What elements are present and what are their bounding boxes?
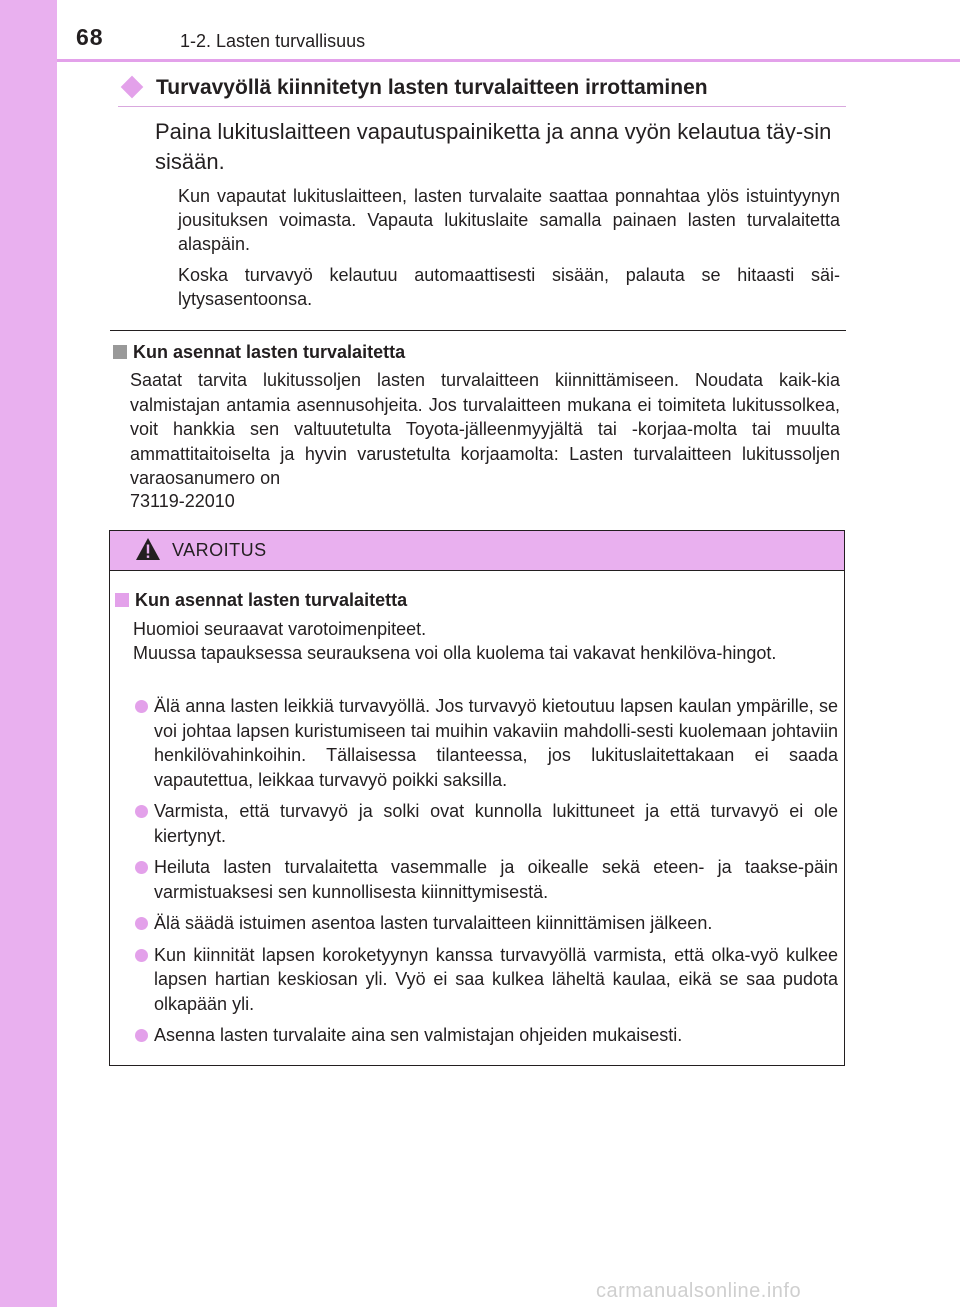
warning-heading-text: Kun asennat lasten turvalaitetta (135, 590, 408, 610)
circle-bullet-icon (135, 917, 148, 930)
part-number: 73119-22010 (130, 491, 235, 511)
section-divider (110, 330, 846, 331)
watermark: carmanualsonline.info (596, 1280, 802, 1302)
subheading (118, 73, 846, 107)
warning-intro-line: Muussa tapauksessa seurauksena voi olla kuolema tai vakavat henkilöva-hingot. (133, 643, 777, 663)
circle-bullet-icon (135, 1029, 148, 1042)
warning-title: VAROITUS (172, 540, 267, 560)
warning-intro-line: Huomioi seuraavat varotoimenpiteet. (133, 619, 427, 639)
sidebar-tab (0, 0, 57, 1307)
warning-box (109, 530, 845, 1066)
header-divider (57, 59, 960, 62)
circle-bullet-icon (135, 861, 148, 874)
warning-bullet-list (135, 694, 838, 1055)
circle-bullet-icon (135, 700, 148, 713)
list-item-text: Asenna lasten turvalaite aina sen valmistajan ohjeiden mukaisesti. (154, 1025, 683, 1045)
page-number: 68 (76, 24, 104, 50)
warning-heading (115, 590, 407, 611)
warning-header (110, 531, 844, 571)
circle-bullet-icon (135, 805, 148, 818)
list-item-text: Heiluta lasten turvalaitetta vasemmalle ja oikealle sekä eteen- ja taakse-päin varmistuaksesi sen kunnollisesta kiinnittymisestä. (154, 857, 838, 902)
note-paragraph: Kun vapautat lukituslaitteen, lasten turvalaite saattaa ponnahtaa ylös istuintyynyn jousituksen voimasta. Vapauta lukituslaite samalla painaen lasten turvalaitetta alaspäin. (178, 186, 840, 254)
list-item (135, 855, 838, 904)
list-item (135, 799, 838, 848)
list-item (135, 943, 838, 1017)
square-bullet-icon (115, 593, 129, 607)
warning-triangle-icon (135, 537, 161, 561)
instruction-step: Paina lukituslaitteen vapautuspainiketta ja anna vyön kelautua täy-sin sisään. (155, 119, 832, 174)
diamond-bullet-icon (121, 76, 144, 99)
section-body: Saatat tarvita lukitussoljen lasten turvalaitteen kiinnittämiseen. Noudata kaik-kia valmistajan antamia asennusohjeita. Jos turvalaitteen mukana ei toimiteta lukitussolkea, voit hankkia sen valtuutetulta Toyota-jälleenmyyjältä tai -korjaa-molta tai muulta ammattitaitoiselta ja hyvin varustetulta korjaamolta: Lasten turvalaitteen lukitussoljen varaosanumero on (130, 370, 840, 488)
warning-intro (133, 617, 838, 665)
section-heading-text: Kun asennat lasten turvalaitetta (133, 342, 406, 362)
subheading-text: Turvavyöllä kiinnitetyn lasten turvalaitteen irrottaminen (156, 76, 708, 99)
list-item-text: Varmista, että turvavyö ja solki ovat kunnolla lukittuneet ja että turvavyö ei ole kiertynyt. (154, 801, 838, 846)
list-item (135, 911, 838, 936)
list-item-text: Kun kiinnität lapsen koroketyynyn kanssa turvavyöllä varmista, että olka-vyö kulkee lapsen hartian keskiosan yli. Vyö ei saa kulkea läheltä kaulaa, eikä se saa pudota olkapään yli. (154, 944, 838, 1014)
note-paragraph: Koska turvavyö kelautuu automaattisesti sisään, palauta se hitaasti säi-lytysasentoonsa. (178, 265, 840, 309)
list-item-text: Älä säädä istuimen asentoa lasten turvalaitteen kiinnittämisen jälkeen. (154, 913, 713, 933)
section-heading (113, 342, 405, 363)
chapter-title: 1-2. Lasten turvallisuus (180, 31, 366, 51)
square-bullet-icon (113, 345, 127, 359)
circle-bullet-icon (135, 949, 148, 962)
list-item-text: Älä anna lasten leikkiä turvavyöllä. Jos turvavyö kietoutuu lapsen kaulan ympärille, se voi johtaa lapsen kuristumiseen tai muihin vakaviin mahdolli-sesti kuolemaan johtaviin henkilövahinkoihin. Tällaisessa tilanteessa, jos lukituslaitettakaan ei saada vapautettua, leikkaa turvavyö poikki saksilla. (154, 696, 838, 790)
list-item (135, 1023, 838, 1048)
list-item (135, 694, 838, 792)
notes (178, 184, 840, 318)
